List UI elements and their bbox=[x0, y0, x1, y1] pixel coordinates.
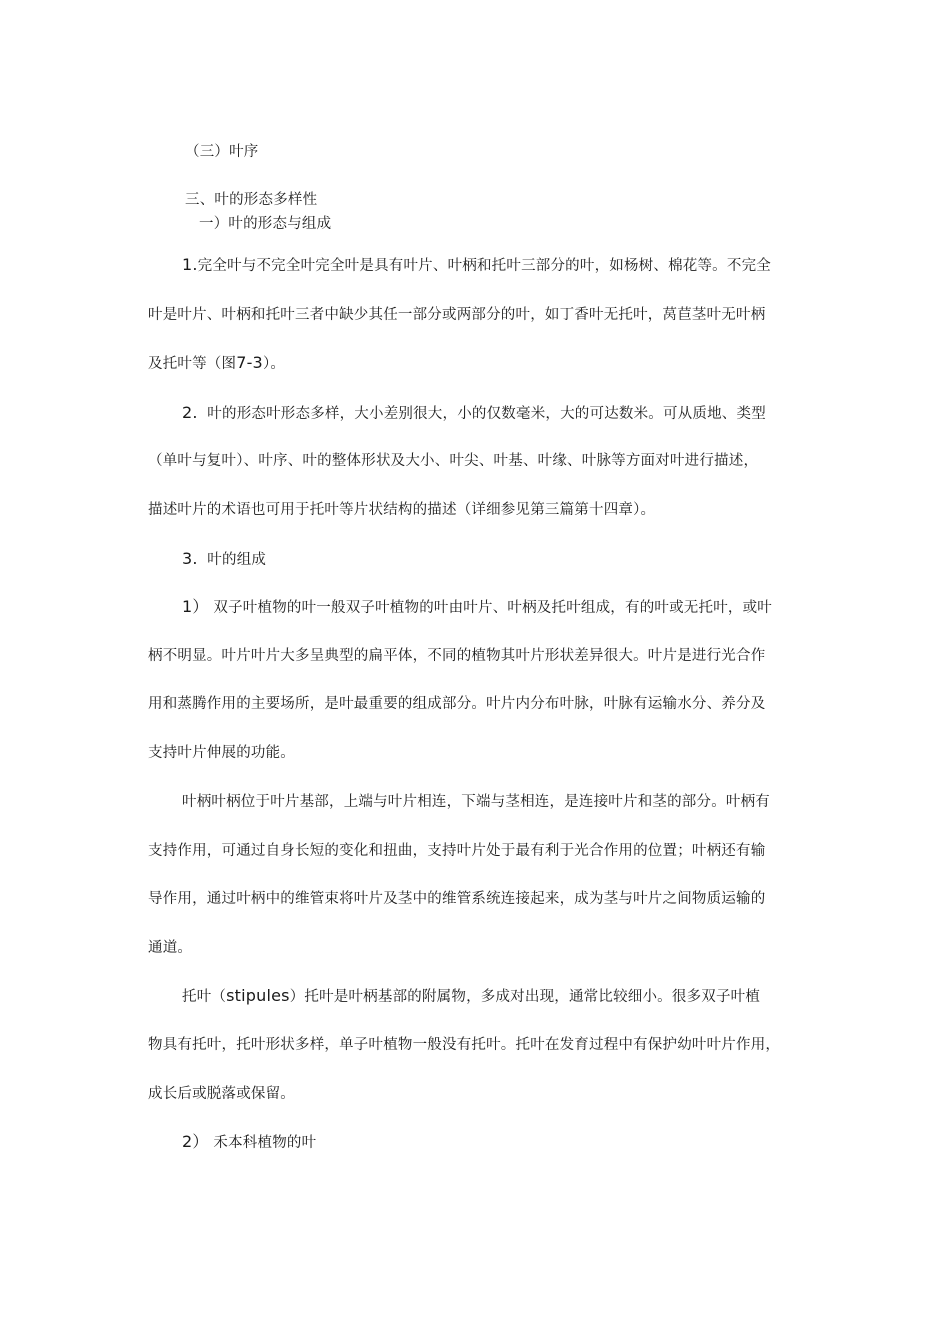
paragraph-6-line-1 bbox=[182, 986, 760, 1007]
item-number: 1. bbox=[182, 255, 198, 274]
paragraph-4-line-3: 用和蒸腾作用的主要场所，是叶最重要的组成部分。叶片内分布叶脉，叶脉有运输水分、养分及 bbox=[148, 696, 766, 712]
paragraph-2-line-3: 描述叶片的术语也可用于托叶等片状结构的描述（详细参见第三篇第十四章）。 bbox=[148, 502, 656, 518]
paragraph-text: 完全叶与不完全叶完全叶是具有叶片、叶柄和托叶三部分的叶，如杨树、棉花等。不完全 bbox=[197, 258, 771, 274]
paragraph-3-line-1 bbox=[182, 549, 266, 570]
paragraph-4-line-1 bbox=[182, 597, 772, 618]
paragraph-6-line-3: 成长后或脱落或保留。 bbox=[148, 1086, 295, 1102]
paragraph-2-line-1 bbox=[182, 403, 766, 424]
paragraph-text: ）。 bbox=[262, 356, 286, 372]
paragraph-1-line-3 bbox=[148, 353, 285, 374]
figure-ref: 7-3 bbox=[236, 353, 263, 372]
paragraph-1-line-1 bbox=[182, 255, 771, 276]
paragraph-text: 叶的组成 bbox=[207, 552, 267, 568]
paragraph-5-line-1: 叶柄叶柄位于叶片基部，上端与叶片相连，下端与茎相连，是连接叶片和茎的部分。叶柄有 bbox=[182, 794, 770, 810]
paragraph-4-line-4: 支持叶片伸展的功能。 bbox=[148, 745, 295, 761]
paragraph-1-line-2: 叶是叶片、叶柄和托叶三者中缺少其任一部分或两部分的叶，如丁香叶无托叶，莴苣茎叶无叶柄 bbox=[148, 307, 766, 323]
paragraph-text: 托叶（ bbox=[182, 989, 227, 1005]
item-number: 1） bbox=[182, 597, 209, 616]
paragraph-text: 及托叶等（图 bbox=[148, 356, 237, 372]
paragraph-5-line-4: 通道。 bbox=[148, 940, 193, 956]
heading-leaf-order: （三）叶序 bbox=[185, 144, 259, 160]
item-number: 2） bbox=[182, 1132, 209, 1151]
heading-section-3: 三、叶的形态多样性 bbox=[185, 192, 318, 208]
paragraph-text: ）托叶是叶柄基部的附属物，多成对出现，通常比较细小。很多双子叶植 bbox=[289, 989, 761, 1005]
paragraph-text: 禾本科植物的叶 bbox=[213, 1135, 317, 1151]
paragraph-4-line-2: 柄不明显。叶片叶片大多呈典型的扁平体，不同的植物其叶片形状差异很大。叶片是进行光合作 bbox=[148, 648, 766, 664]
paragraph-6-line-2: 物具有托叶，托叶形状多样，单子叶植物一般没有托叶。托叶在发育过程中有保护幼叶叶片作用， bbox=[148, 1037, 781, 1053]
item-number: 2. bbox=[182, 403, 198, 422]
paragraph-text: 叶的形态叶形态多样，大小差别很大，小的仅数毫米，大的可达数米。可从质地、类型 bbox=[207, 406, 766, 422]
item-number: 3. bbox=[182, 549, 198, 568]
heading-subsection-1: 一）叶的形态与组成 bbox=[199, 216, 332, 232]
latin-term: stipules bbox=[226, 986, 290, 1005]
paragraph-5-line-3: 导作用，通过叶柄中的维管束将叶片及茎中的维管系统连接起来，成为茎与叶片之间物质运输的 bbox=[148, 891, 766, 907]
paragraph-2-line-2: （单叶与复叶）、叶序、叶的整体形状及大小、叶尖、叶基、叶缘、叶脉等方面对叶进行描述， bbox=[148, 453, 759, 469]
paragraph-7-line-1 bbox=[182, 1132, 316, 1153]
paragraph-text: 双子叶植物的叶一般双子叶植物的叶由叶片、叶柄及托叶组成，有的叶或无托叶，或叶 bbox=[213, 600, 773, 616]
paragraph-5-line-2: 支持作用，可通过自身长短的变化和扭曲，支持叶片处于最有利于光合作用的位置；叶柄还有输 bbox=[148, 843, 766, 859]
